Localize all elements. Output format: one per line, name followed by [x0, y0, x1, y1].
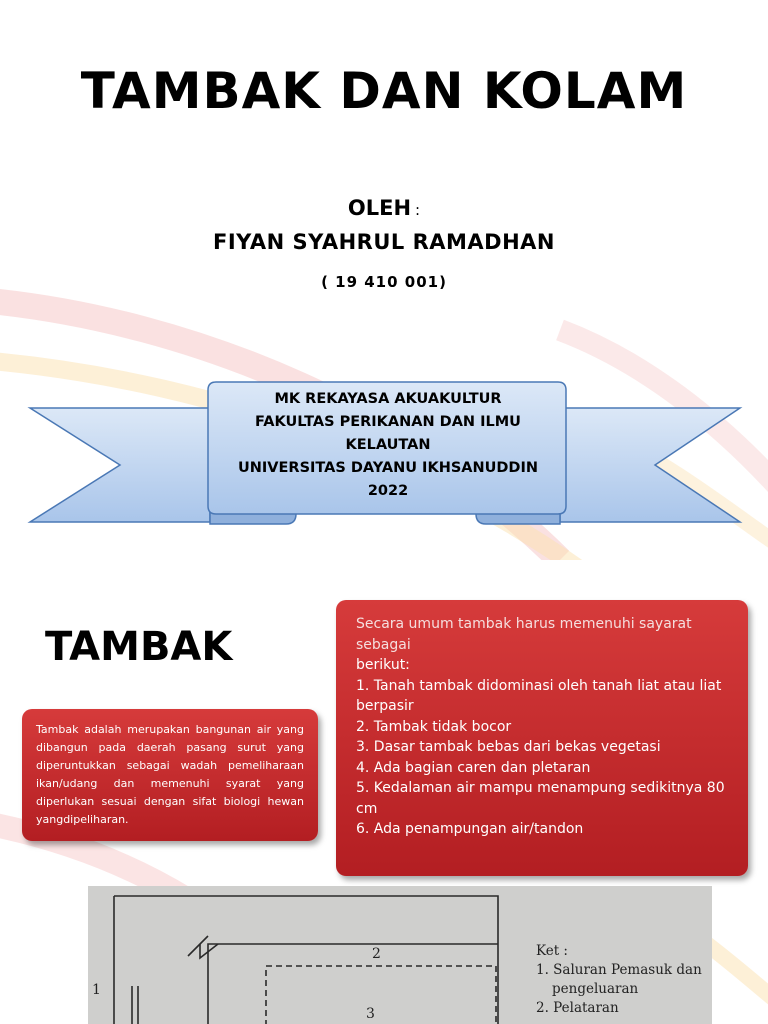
legend-item: pengeluaran — [552, 981, 639, 997]
pond-diagram-photo — [88, 886, 712, 1024]
diagram-legend — [536, 942, 702, 1018]
requirement-line: berikut: — [356, 657, 410, 673]
ribbon-line: KELAUTAN — [345, 437, 431, 453]
requirement-line: 6. Ada penampungan air/tandon — [356, 821, 584, 837]
diagram-number: 2 — [372, 946, 381, 962]
section-heading: TAMBAK — [45, 624, 233, 670]
author-id: ( 19 410 001) — [321, 273, 447, 291]
requirement-line: cm — [356, 800, 378, 817]
requirement-line: 1. Tanah tambak didominasi oleh tanah liat atau liat — [356, 677, 722, 694]
diagram-number: 1 — [92, 982, 101, 998]
ribbon-line: FAKULTAS PERIKANAN DAN ILMU — [255, 414, 521, 430]
author-name: FIYAN SYAHRUL RAMADHAN — [213, 230, 555, 254]
ribbon-text — [220, 388, 556, 503]
requirement-line: berpasir — [356, 698, 414, 714]
requirements-intro: sebagai — [356, 636, 411, 653]
ribbon-line: MK REKAYASA AKUAKULTUR — [274, 391, 502, 407]
requirement-line: 2. Tambak tidak bocor — [356, 718, 512, 735]
requirements-box — [336, 600, 748, 876]
requirement-line: 3. Dasar tambak bebas dari bekas vegetasi — [356, 739, 661, 755]
legend-item: 2. Pelataran — [536, 1000, 619, 1016]
diagram-number: 3 — [366, 1006, 375, 1022]
legend-item: 1. Saluran Pemasuk dan — [536, 962, 702, 978]
legend-title: Ket : — [536, 943, 568, 959]
ribbon-line: 2022 — [367, 483, 409, 499]
slide-title: TAMBAK DAN KOLAM — [80, 62, 688, 120]
requirement-line: 5. Kedalaman air mampu menampung sedikitnya 80 — [356, 780, 725, 796]
author-colon: : — [415, 201, 421, 219]
requirements-intro: Secara umum tambak harus memenuhi sayarat — [356, 616, 692, 632]
content-slide — [0, 572, 768, 1024]
author-label: OLEH — [347, 196, 412, 220]
ribbon-line: UNIVERSITAS DAYANU IKHSANUDDIN — [237, 460, 539, 476]
requirement-line: 4. Ada bagian caren dan pletaran — [356, 759, 591, 776]
definition-box: Tambak adalah merupakan bangunan air yang dibangun pada daerah pasang surut yang diperuntukkan sebagai wadah pemeliharaan ikan/udang dan memenuhi syarat yang diperlukan sesuai dengan sifat biologi hewan yangdipeliharan. — [22, 709, 318, 841]
